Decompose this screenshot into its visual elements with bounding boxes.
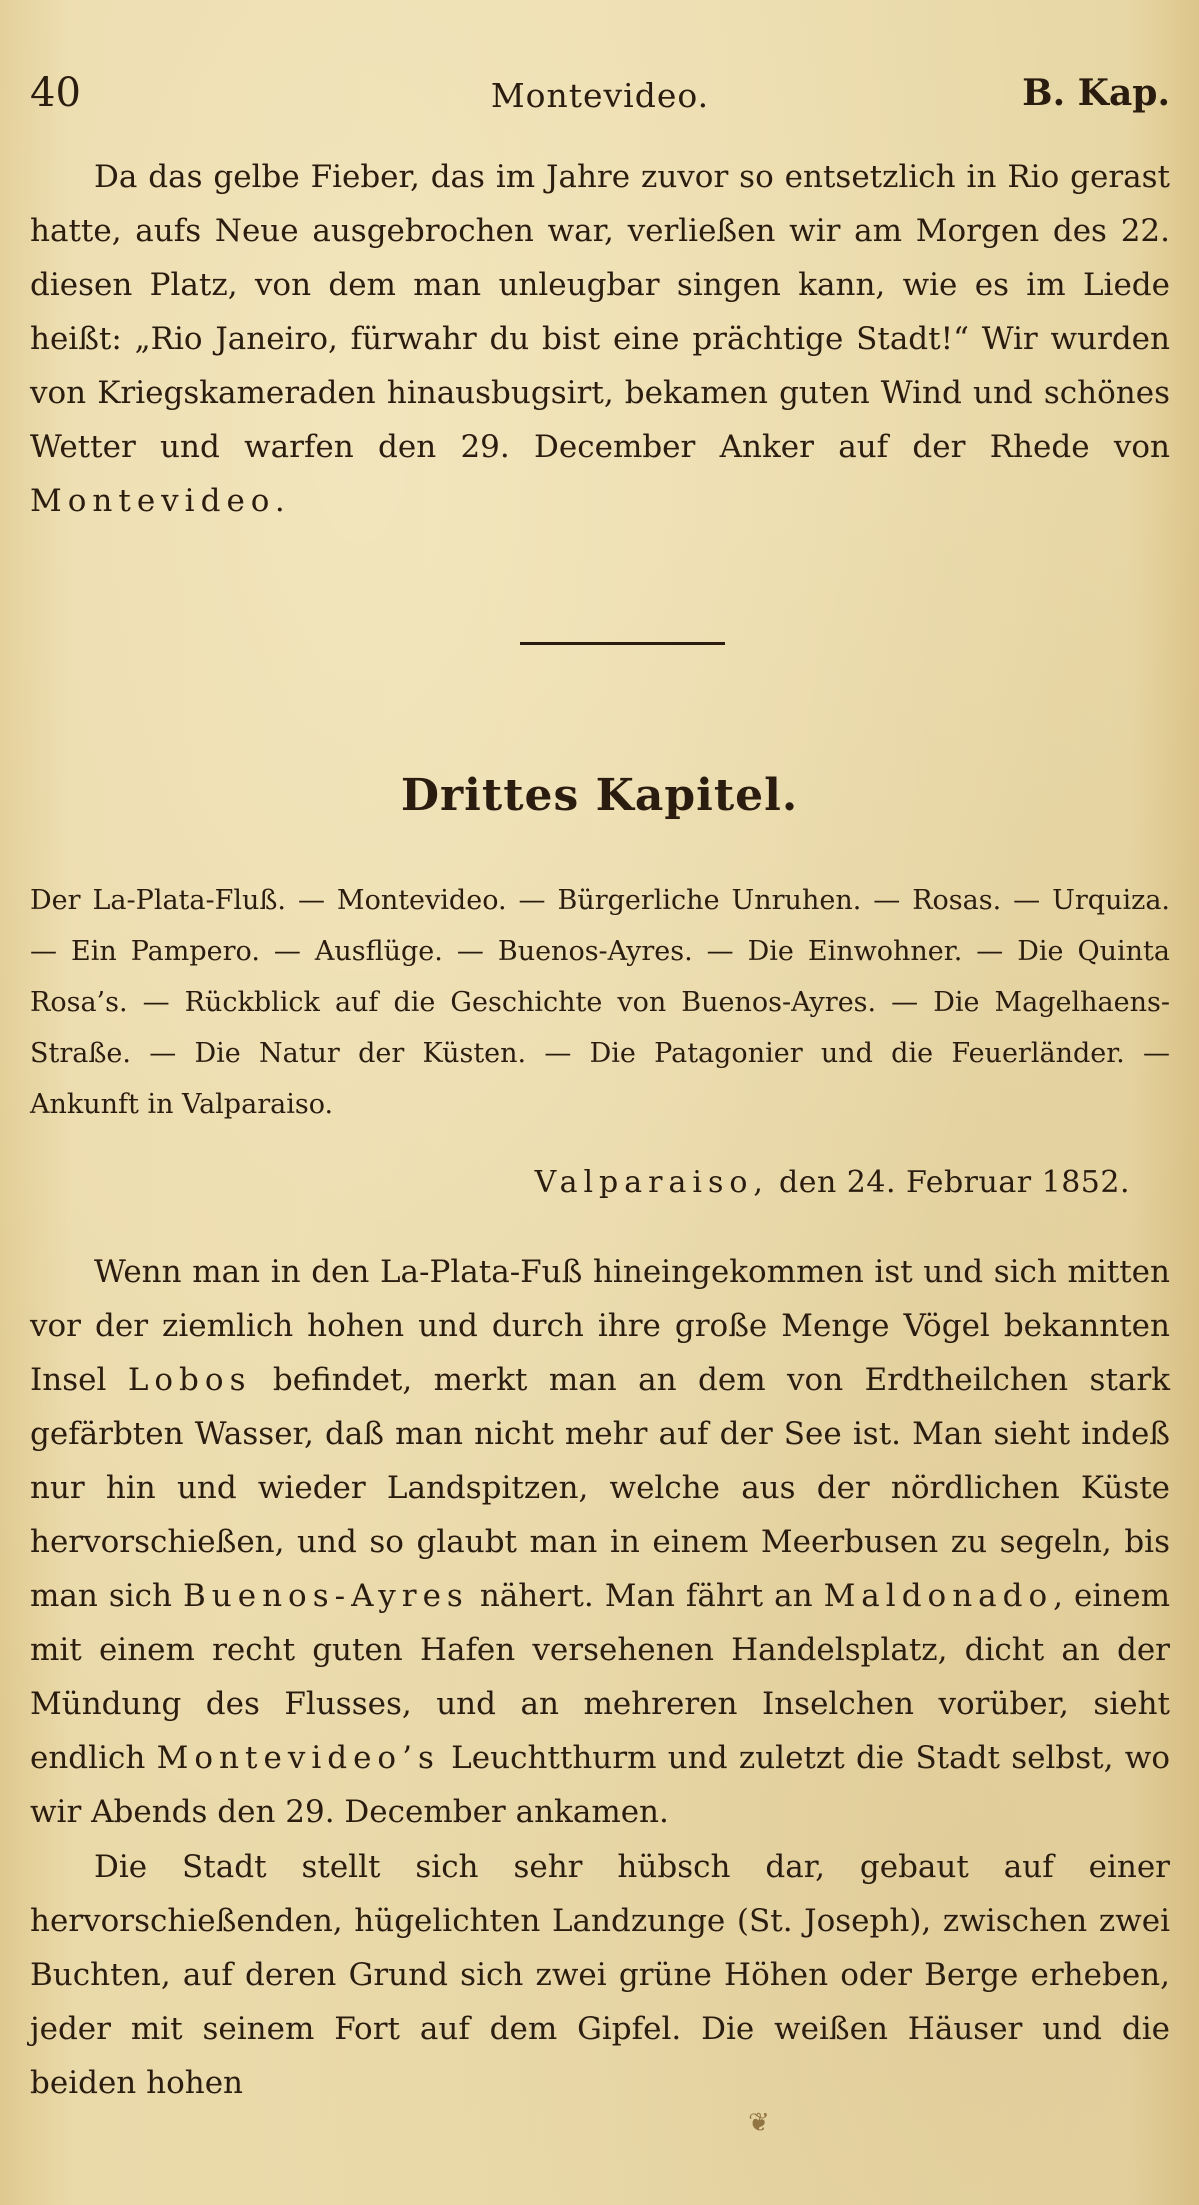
ink-stain-mark: ❦ (748, 2108, 770, 2138)
paragraph-2 (30, 1245, 1170, 1839)
paragraph-3-block (30, 1840, 1170, 2110)
dateline-date: den 24. Februar 1852. (768, 1165, 1130, 1200)
dateline-place: Valparaiso, (534, 1165, 769, 1200)
paragraph-1-spaced-name: Montevideo. (30, 483, 291, 519)
paragraph-2-montevideo: Montevideo’s (156, 1740, 440, 1776)
paragraph-1-text: Da das gelbe Fieber, das im Jahre zuvor so entsetzlich in Rio gerast hatte, aufs Neue ausgebrochen war, verließen wir am Morgen des 22. diesen Platz, von dem man unleugbar singen kann, wie es im Liede heißt: „Rio Janeiro, fürwahr du bist eine prächtige Stadt!“ Wir wurden von Kriegskameraden hinausbugsirt, bekamen guten Wind und schönes Wetter und warfen den 29. December Anker auf der Rhede von (30, 159, 1170, 465)
paragraph-1 (30, 150, 1170, 528)
paragraph-2-part-2: befindet, merkt man an dem von Erdtheilchen stark gefärbten Wasser, daß man nicht mehr auf der See ist. Man sieht indeß nur hin und wieder Landspitzen, welche aus der nördlichen Küste hervorschießen, und so glaubt man in einem Meerbusen zu segeln, bis man sich (30, 1362, 1171, 1614)
running-title: Montevideo. (490, 76, 710, 115)
chapter-summary: Der La-Plata-Fluß. — Montevideo. — Bürgerliche Unruhen. — Rosas. — Urquiza. — Ein Pampero. — Ausflüge. — Buenos-Ayres. — Die Einwohner. — Die Quinta Rosa’s. — Rückblick auf die Geschichte von Buenos-Ayres. — Die Magelhaens-Straße. — Die Natur der Küsten. — Die Patagonier und die Feuerländer. — Ankunft in Valparaiso. (30, 885, 1170, 1120)
page-number: 40 (30, 70, 81, 116)
running-head (30, 70, 1170, 130)
section-divider (520, 642, 725, 645)
dateline (30, 1165, 1130, 1200)
paragraph-1-block (30, 150, 1170, 528)
paragraph-2-lobos: Lobos (127, 1362, 252, 1398)
paragraph-2-maldonado: Maldonado (823, 1578, 1054, 1614)
paragraph-2-block (30, 1245, 1170, 1839)
chapter-title: Drittes Kapitel. (400, 770, 799, 821)
paragraph-2-part-4: , einem mit einem recht guten Hafen versehenen Handelsplatz, dicht an der Mündung des Flusses, und an mehreren Inselchen vorüber, sieht endlich (30, 1578, 1170, 1776)
paragraph-2-buenos-ayres: Buenos-Ayres (183, 1578, 469, 1614)
chapter-marker: B. Kap. (1022, 72, 1170, 114)
paragraph-2-part-5: Leuchtthurm und zuletzt die Stadt selbst, wo wir Abends den 29. December ankamen. (30, 1740, 1170, 1830)
paragraph-2-part-1: Wenn man in den La-Plata-Fuß hineingekommen ist und sich mitten vor der ziemlich hohen und durch ihre große Menge Vögel bekannten Insel (30, 1254, 1170, 1398)
paragraph-3: Die Stadt stellt sich sehr hübsch dar, gebaut auf einer hervorschießenden, hügelichten Landzunge (St. Joseph), zwischen zwei Buchten, auf deren Grund sich zwei grüne Höhen oder Berge erheben, jeder mit seinem Fort auf dem Gipfel. Die weißen Häuser und die beiden hohen (30, 1849, 1170, 2101)
paragraph-2-part-3: nähert. Man fährt an (468, 1578, 824, 1614)
